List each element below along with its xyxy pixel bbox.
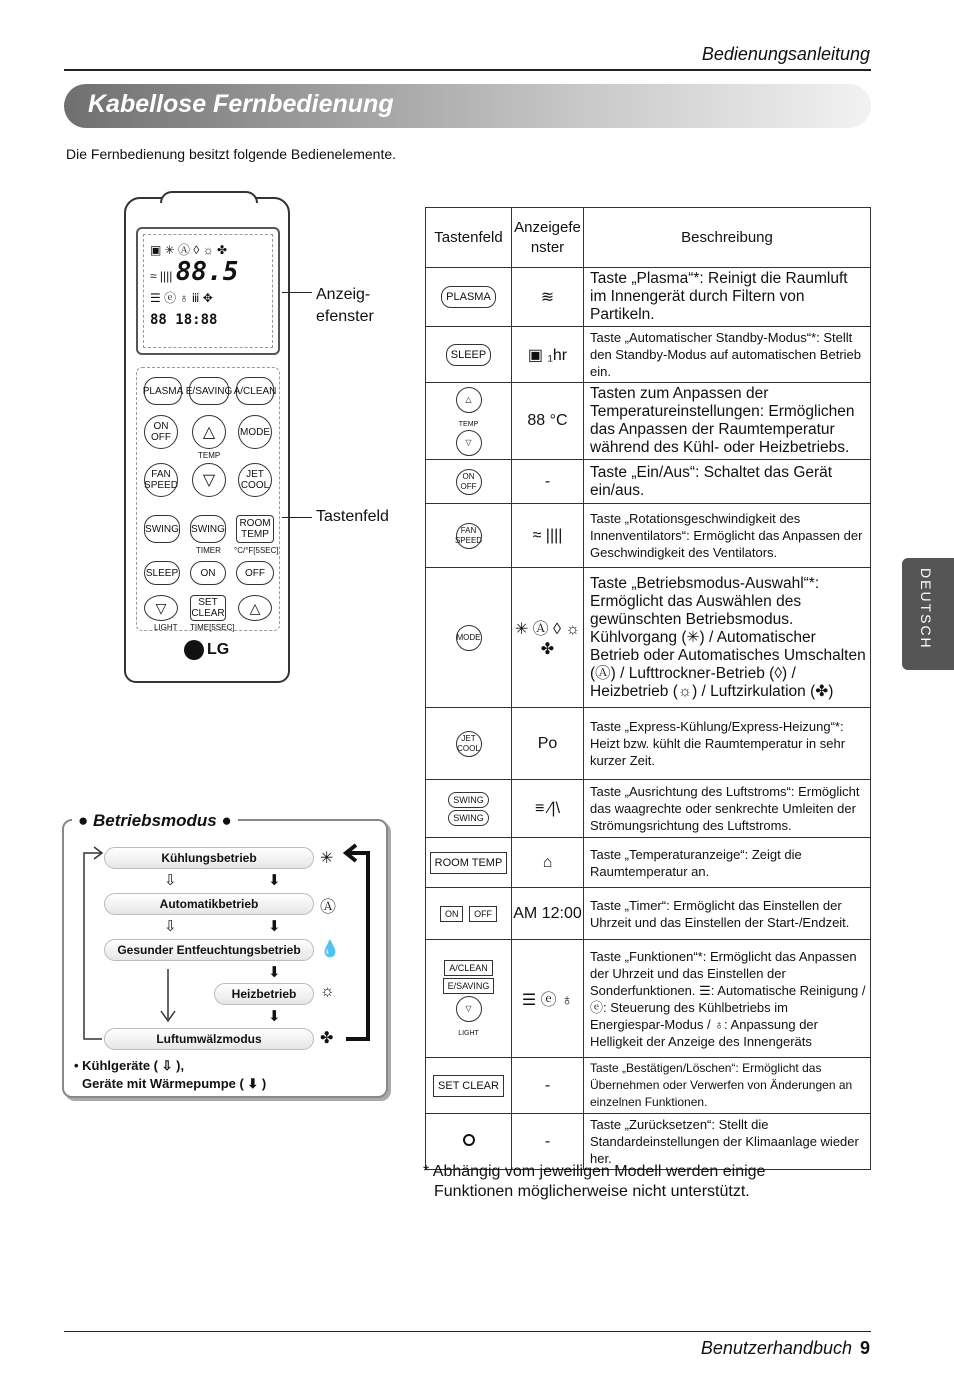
temp-label: TEMP	[458, 420, 479, 428]
remote-control	[124, 197, 290, 683]
row-description: Taste „Automatischer Standby-Modus“*: Stellt den Standby-Modus auf automatischen Betrieb ein.	[584, 327, 871, 383]
footer	[701, 1338, 870, 1359]
table-header: Anzeigefe nster	[512, 208, 584, 268]
intro-text: Die Fernbedienung besitzt folgende Bedienelemente.	[66, 146, 397, 162]
row-description: Taste „Ausrichtung des Luftstroms“: Ermöglicht das waagrechte oder senkrechte Umleiten der Strömungsrichtung des Luftstroms.	[584, 780, 871, 838]
table-row	[426, 888, 871, 940]
row-description: Taste „Betriebsmodus-Auswahl“*: Ermöglicht das Auswählen des gewünschten Betriebsmodus. Kühlvorgang (✳) / Automatischer Betrieb oder Automatisches Umschalten (Ⓐ) / Lufttrockner-Betrieb (◊) / Heizbetrieb (☼) / Luftzirkulation (✤)	[584, 568, 871, 708]
remote-time-label: TIME[5SEC]	[190, 623, 235, 632]
table-row	[426, 504, 871, 568]
language-tab	[902, 558, 954, 670]
arrow-down-solid: ⬇	[268, 1008, 281, 1025]
reset-display: -	[512, 1114, 584, 1170]
timer-on-button[interactable]: ON	[440, 906, 464, 922]
display-mode-icons: ▣ ✳ Ⓐ ◊ ☼ ✤	[150, 243, 228, 257]
jetcool-button[interactable]: JET COOL	[456, 731, 482, 757]
row-description: Taste „Express-Kühlung/Express-Heizung“*: Heizt bzw. kühlt die Raumtemperatur in sehr kurzer Zeit.	[584, 708, 871, 780]
mode-auto: Automatikbetrieb	[104, 893, 314, 915]
table-header: Tastenfeld	[426, 208, 512, 268]
heating-icon: ☼	[320, 983, 335, 1000]
remote-temp-up-button[interactable]: △	[192, 415, 226, 449]
timer-display: AM 12:00	[512, 888, 584, 940]
remote-fanspeed-button[interactable]: FAN SPEED	[144, 463, 178, 497]
table-row	[426, 940, 871, 1058]
plasma-icon: ≋	[512, 268, 584, 327]
display-timer: 88 18:88	[150, 312, 218, 328]
temp-up-button[interactable]: △	[456, 387, 482, 413]
remote-plasma-button[interactable]: PLASMA	[144, 377, 182, 405]
mode-button[interactable]: MODE	[456, 625, 482, 651]
mode-box	[62, 811, 388, 1098]
table-row	[426, 568, 871, 708]
dehumidify-icon: 💧	[320, 941, 340, 958]
table-row	[426, 838, 871, 888]
row-description: Taste „Zurücksetzen“: Stellt die Standardeinstellungen der Klimaanlage wieder her.	[584, 1114, 871, 1170]
table-row	[426, 327, 871, 383]
footer-title: Benutzerhandbuch	[700, 1338, 852, 1358]
temperature-display-icon: 88 °C	[512, 383, 584, 460]
row-description: Taste „Timer“: Ermöglicht das Einstellen der Uhrzeit und das Einstellen der Start-/Endzeit.	[584, 888, 871, 940]
table-row	[426, 268, 871, 327]
section-title: Kabellose Fernbedienung	[88, 90, 394, 118]
remote-aclean-button[interactable]: A/CLEAN	[236, 377, 274, 405]
mode-cooling: Kühlungsbetrieb	[104, 847, 314, 869]
mode-heating: Heizbetrieb	[214, 983, 314, 1005]
table-row	[426, 708, 871, 780]
remote-time-up-button[interactable]: △	[238, 595, 272, 621]
remote-jetcool-button[interactable]: JET COOL	[238, 463, 272, 497]
remote-keypad	[136, 367, 280, 631]
page-number: 9	[859, 1338, 870, 1358]
remote-onoff-button[interactable]: ON OFF	[144, 415, 178, 449]
sleep-button[interactable]: SLEEP	[446, 344, 491, 366]
swing-icons: ≡ ⁄|\	[512, 780, 584, 838]
remote-timer-label: TIMER	[196, 546, 221, 555]
remote-setclear-button[interactable]: SET CLEAR	[191, 597, 225, 619]
setclear-button[interactable]: SET CLEAR	[433, 1075, 504, 1097]
arrow-down-solid: ⬇	[268, 872, 281, 889]
footnote: * Abhängig vom jeweiligen Modell werden einige Funktionen möglicherweise nicht unterstützt.	[423, 1163, 766, 1200]
arrow-down-outline: ⇩	[164, 872, 177, 889]
esaving-button[interactable]: E/SAVING	[443, 978, 495, 994]
header-rule	[64, 69, 871, 71]
display-temp: ≈ |||| 88.5	[150, 257, 239, 287]
remote-temp-down-button[interactable]: ▽	[192, 463, 226, 497]
sleep-icon: ▣ ₁hr	[512, 327, 584, 383]
table-row	[426, 780, 871, 838]
table-row	[426, 383, 871, 460]
roomtemp-button[interactable]: ROOM TEMP	[430, 852, 508, 874]
roomtemp-icon: ⌂	[512, 838, 584, 888]
language-tab-label: DEUTSCH	[918, 568, 934, 650]
mode-icons: ✳ Ⓐ ◊ ☼ ✤	[512, 568, 584, 708]
remote-top	[160, 191, 258, 203]
light-label: LIGHT	[458, 1030, 479, 1037]
row-description: Tasten zum Anpassen der Temperatureinstellungen: Ermöglichen das Anpassen der Raumtemperatur während des Kühl- oder Heizbetriebs.	[584, 383, 871, 460]
remote-off-button[interactable]: OFF	[236, 561, 274, 585]
remote-swing-h-button[interactable]: SWING	[144, 515, 180, 543]
arrow-down-outline: ⇩	[164, 918, 177, 935]
setclear-display: -	[512, 1058, 584, 1114]
remote-display	[136, 227, 280, 355]
remote-sleep-button[interactable]: SLEEP	[144, 561, 180, 585]
fanspeed-icon: ≈ ||||	[512, 504, 584, 568]
callout-keypad-label: Tastenfeld	[316, 508, 389, 525]
remote-roomtemp-button[interactable]: ROOM TEMP	[236, 515, 274, 543]
jetcool-icon: Po	[512, 708, 584, 780]
section-title-bar	[64, 84, 871, 128]
callout-display-label: Anzeig- efenster	[316, 286, 374, 325]
row-description: Taste „Plasma“*: Reinigt die Raumluft im Innengerät durch Filtern von Partikeln.	[584, 268, 871, 327]
mode-fan: Luftumwälzmodus	[104, 1028, 314, 1050]
remote-mode-button[interactable]: MODE	[238, 415, 272, 449]
lg-logo: LG	[184, 640, 240, 662]
auto-icon: Ⓐ	[320, 899, 337, 916]
callout-keypad-line	[282, 517, 312, 518]
mode-box-title: ● Betriebsmodus ●	[72, 811, 238, 831]
cooling-icon: ✳	[320, 850, 334, 867]
remote-esaving-button[interactable]: E/SAVING	[189, 377, 229, 405]
remote-cf-label: °C/°F[5SEC]	[234, 546, 279, 555]
mode-note: • Kühlgeräte ( ⇩ ), Geräte mit Wärmepumpe ( ⬇ )	[74, 1058, 267, 1091]
display-func-icons: ☰ ⓔ ♁ ⅲ ✥	[150, 291, 213, 305]
remote-on-button[interactable]: ON	[190, 561, 226, 585]
remote-swing-v-button[interactable]: SWING	[190, 515, 226, 543]
function-icons: ☰ ⓔ ♁	[512, 940, 584, 1058]
table-header: Beschreibung	[584, 208, 871, 268]
timer-off-button[interactable]: OFF	[469, 906, 497, 922]
swing-h-button[interactable]: SWING	[448, 792, 489, 808]
remote-temp-label: TEMP	[198, 451, 221, 460]
table-header-row	[426, 208, 871, 268]
light-button[interactable]: ▽	[456, 996, 482, 1022]
row-description: Taste „Bestätigen/Löschen“: Ermöglicht das Übernehmen oder Verwerfen von Änderungen an einzelnen Funktionen.	[584, 1058, 871, 1114]
row-description: Taste „Funktionen“*: Ermöglicht das Anpassen der Uhrzeit und das Einstellen der Sonderfunktionen. ☰: Automatische Reinigung / ⓔ: Steuerung des Kühlbetriebs im Energiespar-Modus / ♁: Anpassung der Helligkeit der Anzeige des Innengeräts	[584, 940, 871, 1058]
arrow-down-solid: ⬇	[268, 964, 281, 981]
aclean-button[interactable]: A/CLEAN	[444, 960, 493, 976]
table-row	[426, 1058, 871, 1114]
onoff-display: -	[512, 460, 584, 504]
footer-rule	[64, 1331, 871, 1332]
mode-dehumidify: Gesunder Entfeuchtungsbetrieb	[104, 939, 314, 961]
reset-button[interactable]	[463, 1134, 475, 1146]
table-row	[426, 460, 871, 504]
fanspeed-button[interactable]: FAN SPEED	[456, 523, 482, 549]
swing-v-button[interactable]: SWING	[448, 810, 489, 826]
header-title: Bedienungsanleitung	[701, 44, 870, 64]
row-description: Taste „Temperaturanzeige“: Zeigt die Raumtemperatur an.	[584, 838, 871, 888]
row-description: Taste „Ein/Aus“: Schaltet das Gerät ein/aus.	[584, 460, 871, 504]
fan-icon: ✤	[320, 1030, 334, 1047]
remote-light-down-button[interactable]: ▽	[144, 595, 178, 621]
remote-light-label: LIGHT	[154, 623, 178, 632]
arrow-down-solid: ⬇	[268, 918, 281, 935]
plasma-button[interactable]: PLASMA	[441, 286, 496, 308]
temp-down-button[interactable]: ▽	[456, 430, 482, 456]
onoff-button[interactable]: ON OFF	[456, 469, 482, 495]
controls-table	[425, 207, 871, 1170]
callout-display-line	[282, 292, 312, 293]
row-description: Taste „Rotationsgeschwindigkeit des Innenventilators“: Ermöglicht das Anpassen der Geschwindigkeit des Ventilators.	[584, 504, 871, 568]
